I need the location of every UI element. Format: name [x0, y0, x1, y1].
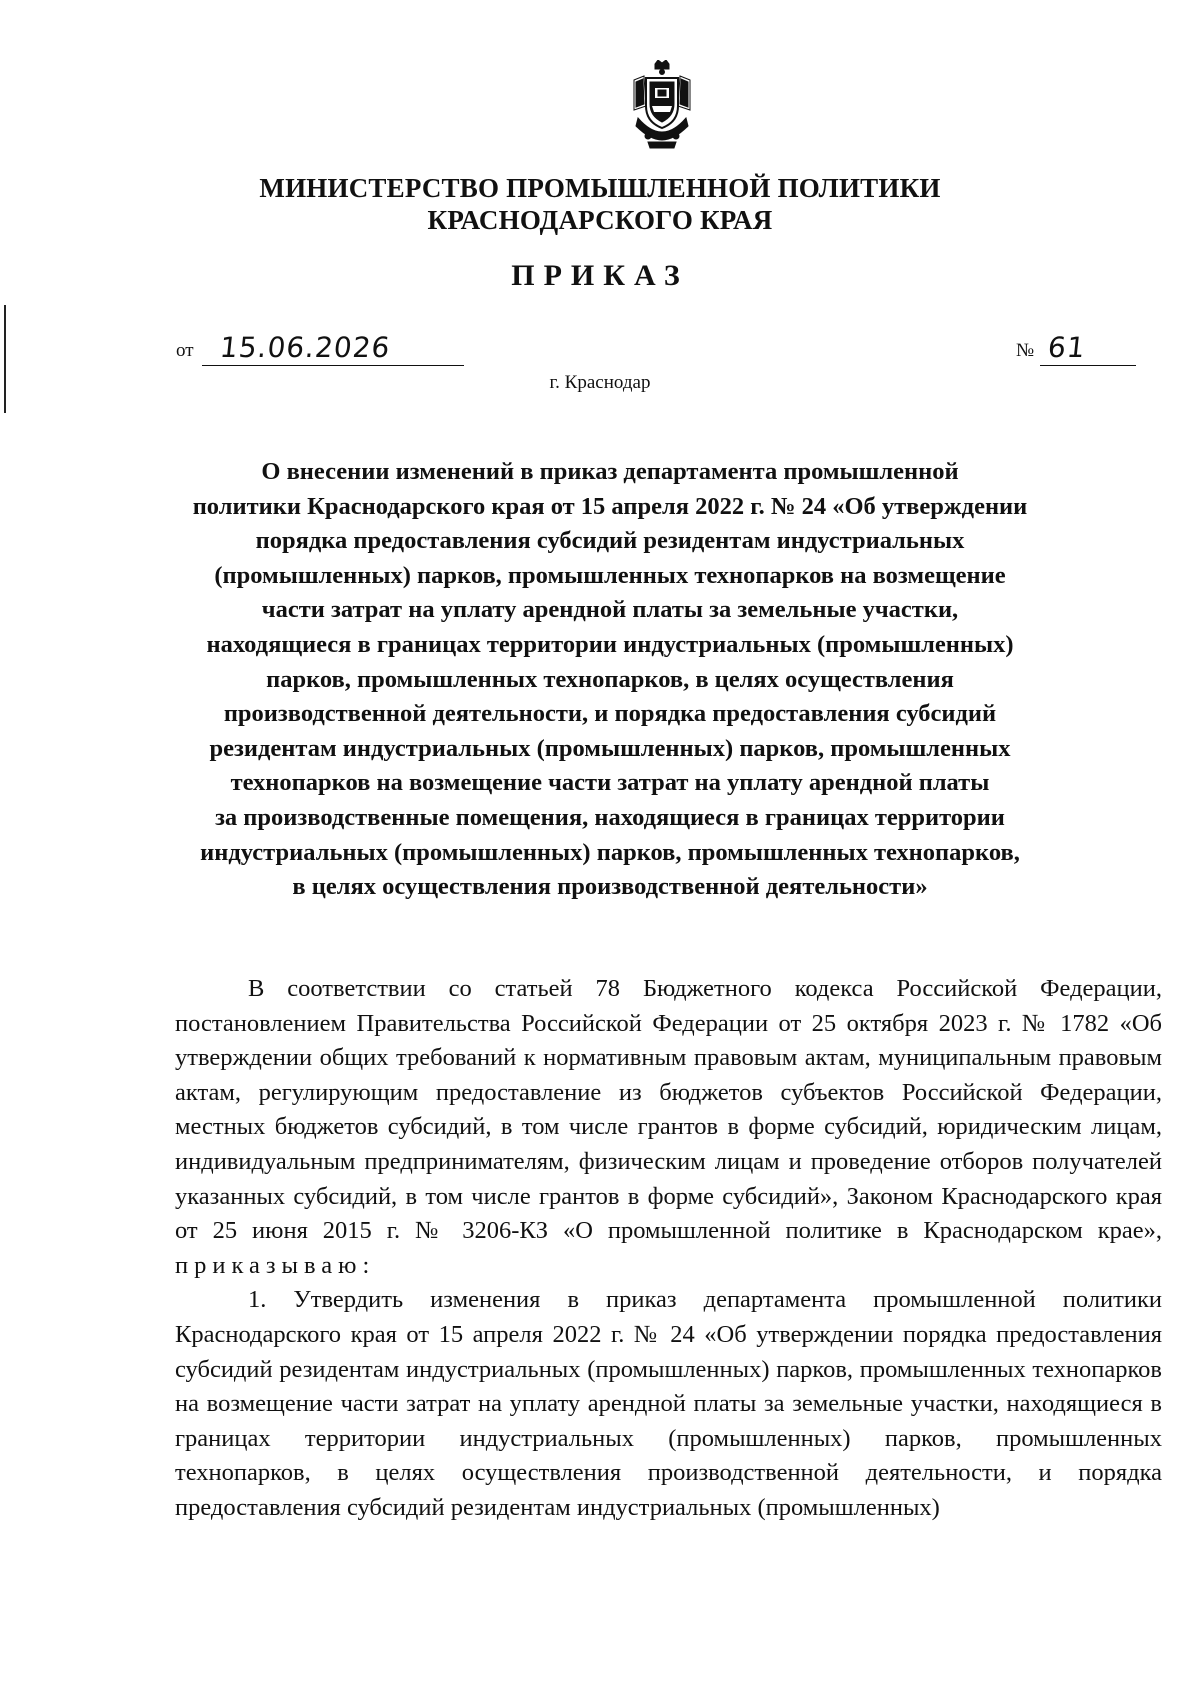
document-title	[150, 455, 1070, 905]
number-field	[1040, 331, 1136, 366]
order-number	[1016, 331, 1136, 366]
document-type: ПРИКАЗ	[511, 259, 689, 292]
document-body	[175, 972, 1162, 1526]
date-field	[202, 331, 464, 366]
title-line: резидентам индустриальных (промышленных) парков, промышленных	[209, 734, 1011, 762]
title-line: в целях осуществления производственной деятельности»	[292, 873, 928, 901]
title-line: индустриальных (промышленных) парков, промышленных технопарков,	[200, 838, 1020, 866]
coat-of-arms-icon	[622, 60, 702, 152]
paragraph-1-text: В соответствии со статьей 78 Бюджетного кодекса Российской Федерации, постановлением Правительства Российской Федерации от 25 октября 2023 г. № 1782 «Об утверждении общих требований к нормативным правовым актам, муниципальным правовым актам, регулирующим предоставление из бюджетов субъектов Российской Федерации, местных бюджетов субсидий, в том числе грантов в форме субсидий, юридическим лицам, индивидуальным предпринимателям, физическим лицам и проведение отборов получателей указанных субсидий, в том числе грантов в форме субсидий», Законом Краснодарского края от 25 июня 2015 г. № 3206-КЗ «О промышленной политике в Краснодарском крае»,	[175, 975, 1162, 1245]
city: г. Краснодар	[549, 372, 651, 393]
date-value: 15.06.2026	[217, 331, 392, 364]
scan-edge-mark	[4, 305, 6, 413]
title-line: (промышленных) парков, промышленных технопарков на возмещение	[214, 561, 1006, 589]
title-line: производственной деятельности, и порядка предоставления субсидий	[223, 700, 997, 728]
ministry-heading	[0, 172, 1200, 236]
title-line: находящиеся в границах территории индустриальных (промышленных)	[206, 630, 1014, 658]
title-line: политики Краснодарского края от 15 апреля 2022 г. № 24 «Об утверждении	[192, 492, 1028, 520]
ministry-line-1: МИНИСТЕРСТВО ПРОМЫШЛЕННОЙ ПОЛИТИКИ	[259, 173, 941, 203]
order-date	[176, 331, 464, 366]
number-value: 61	[1046, 331, 1088, 364]
title-line: за производственные помещения, находящиеся в границах территории	[215, 803, 1005, 831]
title-line: технопарков на возмещение части затрат на уплату арендной платы	[230, 769, 990, 797]
body-paragraph-1	[175, 972, 1162, 1283]
body-paragraph-2: 1. Утвердить изменения в приказ департамента промышленной политики Краснодарского края от 15 апреля 2022 г. № 24 «Об утверждении порядка предоставления субсидий резидентам индустриальных (промышленных) парков, промышленных технопарков на возмещение части затрат на уплату арендной платы за земельные участки, находящиеся в границах территории индустриальных (промышленных) парков, промышленных технопарков, в целях осуществления производственной деятельности, и порядка предоставления субсидий резидентам индустриальных (промышленных)	[175, 1286, 1162, 1521]
order-command: приказываю:	[175, 1251, 376, 1279]
number-prefix: №	[1016, 340, 1035, 361]
title-line: парков, промышленных технопарков, в целях осуществления	[266, 665, 954, 693]
title-line: части затрат на уплату арендной платы за земельные участки,	[261, 596, 959, 624]
title-line: порядка предоставления субсидий резидентам индустриальных	[255, 527, 965, 555]
title-line: О внесении изменений в приказ департамента промышленной	[261, 458, 959, 485]
date-prefix: от	[176, 340, 194, 361]
ministry-line-2: КРАСНОДАРСКОГО КРАЯ	[427, 205, 773, 235]
